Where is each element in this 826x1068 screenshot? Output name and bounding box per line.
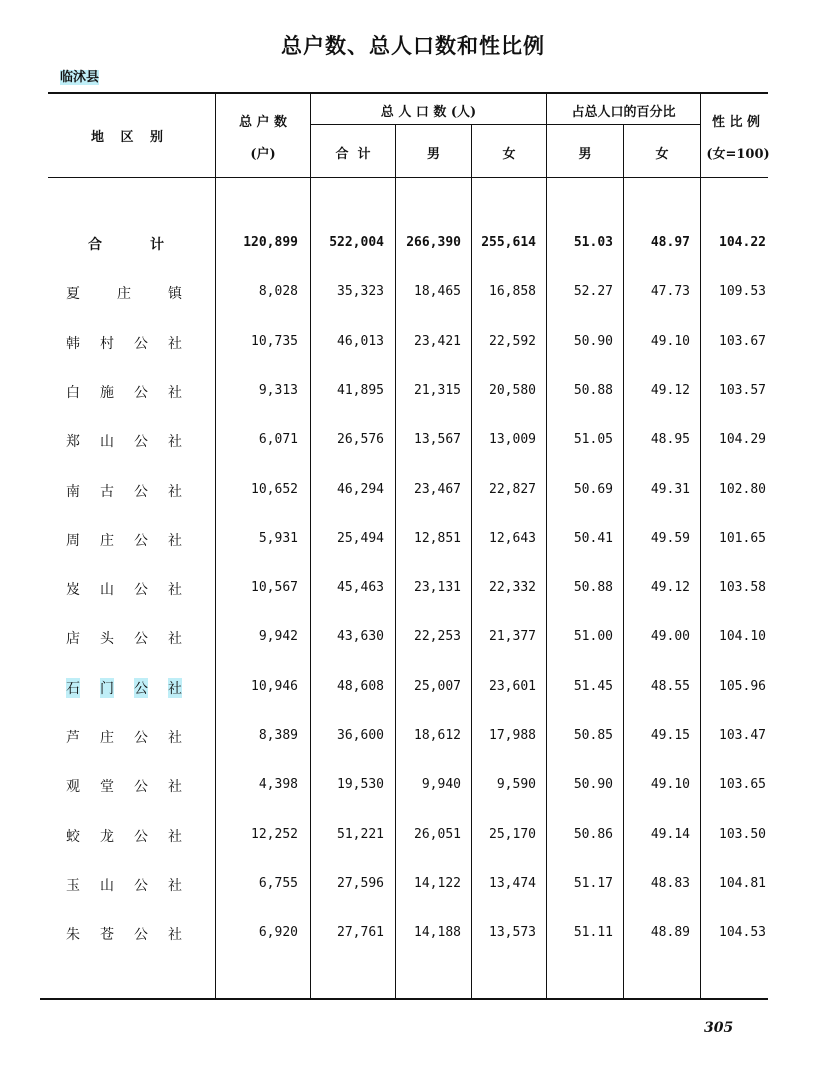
cell-pct-male: 50.69: [573, 482, 613, 497]
cell-households: 8,028: [258, 284, 298, 299]
cell-ratio: 104.22: [719, 235, 766, 250]
region-name: [44, 628, 208, 648]
cell-pct-female: 49.31: [650, 482, 690, 497]
col-divider: [471, 125, 472, 998]
cell-female: 22,332: [489, 580, 536, 595]
col-divider: [215, 93, 216, 998]
region-name-char: 公: [134, 631, 148, 647]
cell-female: 13,474: [489, 876, 536, 891]
header-population: 总 人 口 数 (人): [380, 105, 477, 120]
cell-male: 23,467: [414, 482, 461, 497]
cell-households: 10,567: [251, 580, 298, 595]
region-name-char: 夏: [66, 286, 80, 302]
cell-female: 25,170: [489, 827, 536, 842]
cell-male: 26,051: [414, 827, 461, 842]
cell-households: 4,398: [258, 777, 298, 792]
region-name-char: 社: [168, 779, 182, 795]
cell-female: 21,377: [489, 629, 536, 644]
group-header-rule: [310, 124, 700, 125]
cell-male: 18,612: [414, 728, 461, 743]
header-pop-female: 女: [502, 147, 516, 162]
region-name-char: 玉: [66, 878, 80, 894]
region-name-char: 山: [100, 434, 114, 450]
region-name-char: 观: [66, 779, 80, 795]
region-name-char: 郑: [66, 434, 80, 450]
region-name-char: 头: [100, 631, 114, 647]
col-divider: [310, 93, 311, 998]
region-name-char: 社: [168, 927, 182, 943]
region-name: [44, 431, 208, 451]
cell-pct-female: 49.12: [650, 580, 690, 595]
region-name: [44, 530, 208, 550]
cell-total: 46,013: [337, 334, 384, 349]
region-name-char: 社: [168, 878, 182, 894]
region-name-char: 村: [100, 336, 114, 352]
region-name-char: 社: [168, 678, 182, 698]
cell-female: 22,592: [489, 334, 536, 349]
cell-ratio: 104.81: [719, 876, 766, 891]
cell-households: 9,313: [258, 383, 298, 398]
cell-total: 19,530: [337, 777, 384, 792]
cell-pct-male: 50.85: [573, 728, 613, 743]
cell-pct-male: 51.11: [573, 925, 613, 940]
cell-male: 23,421: [414, 334, 461, 349]
header-bottom-rule: [48, 177, 768, 178]
region-name: [44, 481, 208, 501]
cell-households: 9,942: [258, 629, 298, 644]
region-name: [44, 382, 208, 402]
cell-pct-female: 49.10: [650, 777, 690, 792]
cell-total: 27,596: [337, 876, 384, 891]
region-name-char: 门: [100, 678, 114, 698]
col-divider: [546, 93, 547, 998]
cell-households: 8,389: [258, 728, 298, 743]
region-name-char: 山: [100, 582, 114, 598]
header-sex-ratio-unit: (女=100): [706, 147, 770, 162]
header-sex-ratio: 性 比 例: [711, 115, 761, 130]
cell-pct-female: 49.00: [650, 629, 690, 644]
region-name-char: 公: [134, 678, 148, 698]
region-name: [44, 333, 208, 353]
cell-pct-female: 49.10: [650, 334, 690, 349]
cell-households: 12,252: [251, 827, 298, 842]
region-name-char: 公: [134, 533, 148, 549]
region-name: [44, 924, 208, 944]
cell-male: 13,567: [414, 432, 461, 447]
region-name: [44, 678, 208, 698]
region-name: [44, 727, 208, 747]
page-number: 305: [704, 1020, 734, 1036]
header-pop-total: 合 计: [335, 147, 371, 162]
cell-ratio: 104.29: [719, 432, 766, 447]
cell-ratio: 104.10: [719, 629, 766, 644]
header-pop-male: 男: [426, 147, 440, 162]
region-name-char: 庄: [100, 533, 114, 549]
region-name-char: 社: [168, 582, 182, 598]
region-name-char: 社: [168, 829, 182, 845]
cell-ratio: 101.65: [719, 531, 766, 546]
cell-male: 14,122: [414, 876, 461, 891]
region-name-char: 古: [100, 484, 114, 500]
header-pct-female: 女: [655, 147, 669, 162]
cell-ratio: 104.53: [719, 925, 766, 940]
cell-male: 266,390: [406, 235, 461, 250]
cell-pct-male: 51.03: [573, 235, 613, 250]
cell-total: 45,463: [337, 580, 384, 595]
col-divider: [623, 125, 624, 998]
region-name-char: 公: [134, 434, 148, 450]
cell-pct-male: 50.90: [573, 777, 613, 792]
region-name-char: 社: [168, 434, 182, 450]
cell-male: 18,465: [414, 284, 461, 299]
col-divider: [700, 93, 701, 998]
cell-pct-male: 50.41: [573, 531, 613, 546]
region-name-char: 朱: [66, 927, 80, 943]
cell-male: 22,253: [414, 629, 461, 644]
cell-total: 25,494: [337, 531, 384, 546]
region-name-char: 公: [134, 927, 148, 943]
cell-pct-female: 48.89: [650, 925, 690, 940]
region-name-char: 公: [134, 878, 148, 894]
cell-pct-female: 48.95: [650, 432, 690, 447]
cell-female: 16,858: [489, 284, 536, 299]
col-divider: [395, 125, 396, 998]
cell-ratio: 109.53: [719, 284, 766, 299]
region-name-char: 公: [134, 336, 148, 352]
cell-total: 36,600: [337, 728, 384, 743]
cell-female: 255,614: [481, 235, 536, 250]
region-name-char: 蛟: [66, 829, 80, 845]
region-name-char: 计: [150, 237, 164, 253]
cell-ratio: 103.50: [719, 827, 766, 842]
region-name-char: 社: [168, 336, 182, 352]
cell-ratio: 105.96: [719, 679, 766, 694]
cell-pct-female: 49.15: [650, 728, 690, 743]
cell-households: 10,652: [251, 482, 298, 497]
cell-pct-male: 51.45: [573, 679, 613, 694]
cell-households: 10,735: [251, 334, 298, 349]
header-percent: 占总人口的百分比: [571, 105, 676, 120]
region-name-char: 石: [66, 678, 80, 698]
region-name-char: 庄: [117, 286, 131, 302]
cell-pct-female: 48.83: [650, 876, 690, 891]
cell-ratio: 103.67: [719, 334, 766, 349]
region-name-char: 周: [66, 533, 80, 549]
cell-female: 22,827: [489, 482, 536, 497]
table-bottom-rule: [40, 998, 768, 1000]
header-households-unit: (户): [250, 147, 276, 162]
cell-male: 23,131: [414, 580, 461, 595]
cell-total: 48,608: [337, 679, 384, 694]
region-name: [44, 234, 208, 254]
region-name-char: 社: [168, 631, 182, 647]
cell-male: 21,315: [414, 383, 461, 398]
cell-male: 14,188: [414, 925, 461, 940]
region-name: [44, 776, 208, 796]
cell-ratio: 103.57: [719, 383, 766, 398]
cell-ratio: 102.80: [719, 482, 766, 497]
cell-households: 6,071: [258, 432, 298, 447]
region-name-char: 社: [168, 533, 182, 549]
cell-pct-female: 49.59: [650, 531, 690, 546]
cell-female: 13,009: [489, 432, 536, 447]
region-name-char: 苍: [100, 927, 114, 943]
cell-pct-female: 49.14: [650, 827, 690, 842]
region-name-char: 白: [66, 385, 80, 401]
region-name-char: 社: [168, 385, 182, 401]
region-name-char: 公: [134, 730, 148, 746]
cell-female: 20,580: [489, 383, 536, 398]
region-name: [44, 826, 208, 846]
region-name-char: 堂: [100, 779, 114, 795]
region-name-char: 公: [134, 484, 148, 500]
cell-pct-male: 52.27: [573, 284, 613, 299]
cell-female: 9,590: [496, 777, 536, 792]
region-name-char: 社: [168, 730, 182, 746]
region-name-char: 施: [100, 385, 114, 401]
cell-pct-male: 51.17: [573, 876, 613, 891]
region-name-char: 店: [66, 631, 80, 647]
cell-total: 522,004: [329, 235, 384, 250]
cell-ratio: 103.58: [719, 580, 766, 595]
cell-male: 12,851: [414, 531, 461, 546]
header-households: 总 户 数: [238, 115, 288, 130]
cell-pct-male: 50.90: [573, 334, 613, 349]
region-name-char: 公: [134, 779, 148, 795]
cell-pct-female: 47.73: [650, 284, 690, 299]
region-name: [44, 579, 208, 599]
region-name-char: 南: [66, 484, 80, 500]
cell-female: 17,988: [489, 728, 536, 743]
cell-pct-male: 50.86: [573, 827, 613, 842]
region-name: [44, 283, 208, 303]
region-name-char: 社: [168, 484, 182, 500]
cell-total: 35,323: [337, 284, 384, 299]
cell-total: 27,761: [337, 925, 384, 940]
cell-ratio: 103.65: [719, 777, 766, 792]
page-title: 总户数、总人口数和性比例: [281, 33, 545, 58]
region-name-char: 公: [134, 582, 148, 598]
cell-total: 41,895: [337, 383, 384, 398]
cell-pct-male: 51.05: [573, 432, 613, 447]
region-name-char: 合: [88, 237, 102, 253]
cell-female: 12,643: [489, 531, 536, 546]
cell-pct-female: 48.55: [650, 679, 690, 694]
cell-households: 6,755: [258, 876, 298, 891]
cell-pct-male: 50.88: [573, 580, 613, 595]
region-name-char: 镇: [168, 286, 182, 302]
cell-households: 120,899: [243, 235, 298, 250]
header-region: 地 区 别: [90, 130, 170, 145]
region-name: [44, 875, 208, 895]
cell-households: 10,946: [251, 679, 298, 694]
cell-households: 5,931: [258, 531, 298, 546]
cell-total: 46,294: [337, 482, 384, 497]
cell-male: 9,940: [421, 777, 461, 792]
cell-ratio: 103.47: [719, 728, 766, 743]
cell-female: 23,601: [489, 679, 536, 694]
cell-total: 43,630: [337, 629, 384, 644]
region-name-char: 庄: [100, 730, 114, 746]
header-pct-male: 男: [578, 147, 592, 162]
region-name-char: 韩: [66, 336, 80, 352]
region-name-char: 龙: [100, 829, 114, 845]
cell-pct-male: 50.88: [573, 383, 613, 398]
cell-total: 51,221: [337, 827, 384, 842]
cell-female: 13,573: [489, 925, 536, 940]
table-top-rule: [48, 92, 768, 94]
cell-total: 26,576: [337, 432, 384, 447]
region-name-char: 公: [134, 385, 148, 401]
cell-pct-male: 51.00: [573, 629, 613, 644]
cell-pct-female: 49.12: [650, 383, 690, 398]
region-name-char: 公: [134, 829, 148, 845]
region-name-char: 芦: [66, 730, 80, 746]
region-name-char: 岌: [66, 582, 80, 598]
cell-pct-female: 48.97: [650, 235, 690, 250]
county-label: 临沭县: [60, 70, 100, 85]
cell-male: 25,007: [414, 679, 461, 694]
cell-households: 6,920: [258, 925, 298, 940]
region-name-char: 山: [100, 878, 114, 894]
